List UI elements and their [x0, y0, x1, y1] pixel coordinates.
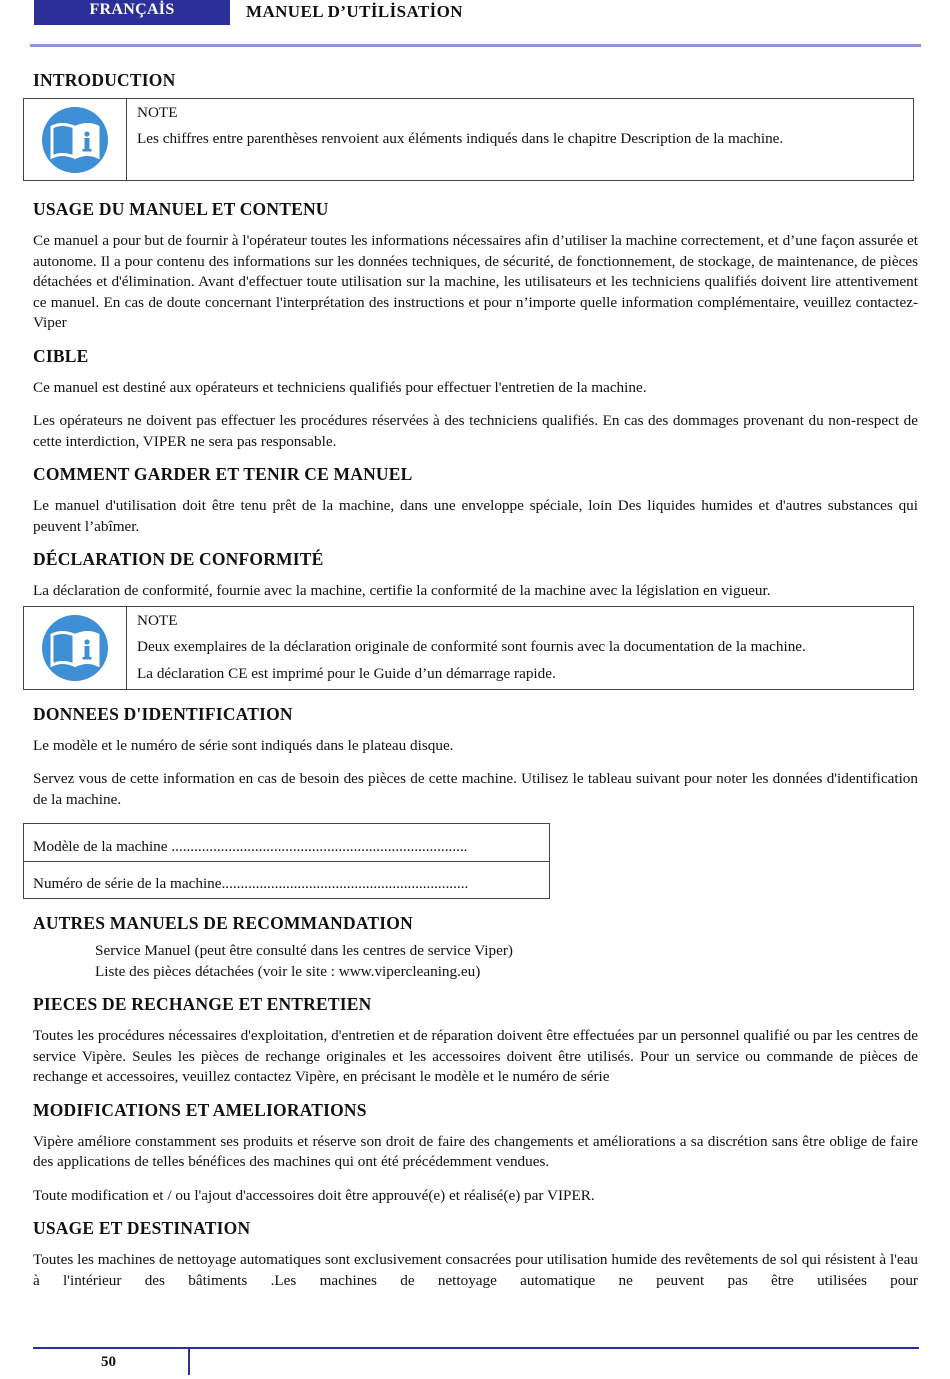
paragraph-usage-destination: Toutes les machines de nettoyage automatiques sont exclusivement consacrées pour utilisation humide des revêtements de sol qui résistent à l'eau à l'intérieur des bâtiments .Les machines de nettoyage automatique ne peuvent pas être utilisées pour [33, 1251, 918, 1289]
paragraph-cible-2: Les opérateurs ne doivent pas effectuer les procédures réservées à des techniciens qualifiés. En cas des dommages provenant du non-respect de cette interdiction, VIPER ne sera pas responsable. [33, 412, 918, 450]
page-content [33, 68, 918, 1291]
paragraph-modifications-1: Vipère améliore constamment ses produits et réserve son droit de faire des changements et améliorations a sa discrétion sans être oblige de faire des applications de telles bénéfices des machines qui ont été précédemment vendues. [33, 1132, 918, 1170]
list-item-parts-list: Liste des pièces détachées (voir le site : www.vipercleaning.eu) [95, 962, 481, 980]
paragraph-modifications-2: Toute modification et / ou l'ajout d'accessoires doit être approuvé(e) et réalisé(e) par VIPER. [33, 1186, 595, 1204]
heading-garder-manuel: COMMENT GARDER ET TENIR CE MANUEL [33, 464, 413, 484]
document-title: MANUEL D’UTİLİSATİON [246, 2, 463, 21]
heading-introduction: INTRODUCTION [33, 70, 176, 90]
header-rule [30, 44, 921, 47]
page-number: 50 [101, 1354, 116, 1370]
row-machine-model: Modèle de la machine .............................................................................. [33, 837, 468, 855]
footer-rule [33, 1347, 919, 1349]
note-label: NOTE [137, 104, 178, 121]
manual-info-icon [40, 105, 110, 175]
list-item-service-manual: Service Manuel (peut être consulté dans les centres de service Viper) [95, 942, 513, 959]
note-box-introduction [23, 98, 914, 181]
heading-cible: CIBLE [33, 345, 89, 366]
paragraph-identification-2: Servez vous de cette information en cas de besoin des pièces de cette machine. Utilisez le tableau suivant pour noter les données d'identification de la machine. [33, 770, 918, 808]
note-text-2: La déclaration CE est imprimé pour le Guide d’un démarrage rapide. [137, 664, 556, 682]
heading-conformite: DÉCLARATION DE CONFORMITÉ [33, 549, 324, 569]
paragraph-garder-manuel: Le manuel d'utilisation doit être tenu prêt de la machine, dans une enveloppe spéciale, loin Des liquides humides et d'autres substances qui peuvent l’abîmer. [33, 497, 918, 535]
heading-identification: DONNEES D'IDENTIFICATION [33, 703, 293, 724]
row-serial-number: Numéro de série de la machine................................................................. [24, 861, 549, 898]
paragraph-usage-manuel: Ce manuel a pour but de fournir à l'opérateur toutes les informations nécessaires afin d’utiliser la machine correctement, et d’une façon assurée et autonome. Il a pour contenu des informations sur les données techniques, de sécurité, de fonctionnement, de stockage, de maintenance, de pièces détachées et d'élimination. Avant d'effectuer toute utilisation sur la machine, les utilisateurs et les techniciens qualifiés doivent lire attentivement ce manuel. En cas de doute concernant l'interprétation des instructions et pour n’importe quelle information complémentaire, veuillez contactez-Viper [33, 232, 918, 331]
paragraph-cible-1: Ce manuel est destiné aux opérateurs et techniciens qualifiés pour effectuer l'entretien de la machine. [33, 378, 647, 396]
note-label: NOTE [137, 611, 178, 629]
note-icon-cell [24, 607, 127, 689]
paragraph-conformite: La déclaration de conformité, fournie avec la machine, certifie la conformité de la machine avec la législation en vigueur. [33, 582, 771, 599]
note-box-conformite [23, 606, 914, 690]
paragraph-pieces-rechange: Toutes les procédures nécessaires d'exploitation, d'entretien et de réparation doivent être effectuées par un personnel qualifié ou par les centres de service Vipère. Seules les pièces de rechange originales et les accessoires doivent être utilisés. Pour un service ou commande de pièces de rechange et accessoires, veuillez contactez Vipère, en précisant le modèle et le numéro de série [33, 1027, 918, 1085]
note-text-cell [127, 99, 793, 180]
footer-divider [188, 1347, 190, 1375]
manual-info-icon [40, 613, 110, 683]
language-tab: FRANÇAİS [34, 0, 230, 25]
paragraph-identification-1: Le modèle et le numéro de série sont indiqués dans le plateau disque. [33, 736, 454, 754]
heading-pieces-rechange: PIECES DE RECHANGE ET ENTRETIEN [33, 994, 372, 1014]
note-text-cell [127, 607, 816, 689]
heading-usage-manuel: USAGE DU MANUEL ET CONTENU [33, 199, 329, 219]
note-text-1: Deux exemplaires de la déclaration originale de conformité sont fournis avec la documentation de la machine. [137, 637, 806, 655]
identification-table [23, 823, 550, 899]
heading-modifications: MODIFICATIONS ET AMELIORATIONS [33, 1099, 367, 1120]
heading-autres-manuels: AUTRES MANUELS DE RECOMMANDATION [33, 913, 413, 933]
heading-usage-destination: USAGE ET DESTINATION [33, 1218, 251, 1238]
note-text: Les chiffres entre parenthèses renvoient aux éléments indiqués dans le chapitre Description de la machine. [137, 130, 784, 147]
note-icon-cell [24, 99, 127, 180]
